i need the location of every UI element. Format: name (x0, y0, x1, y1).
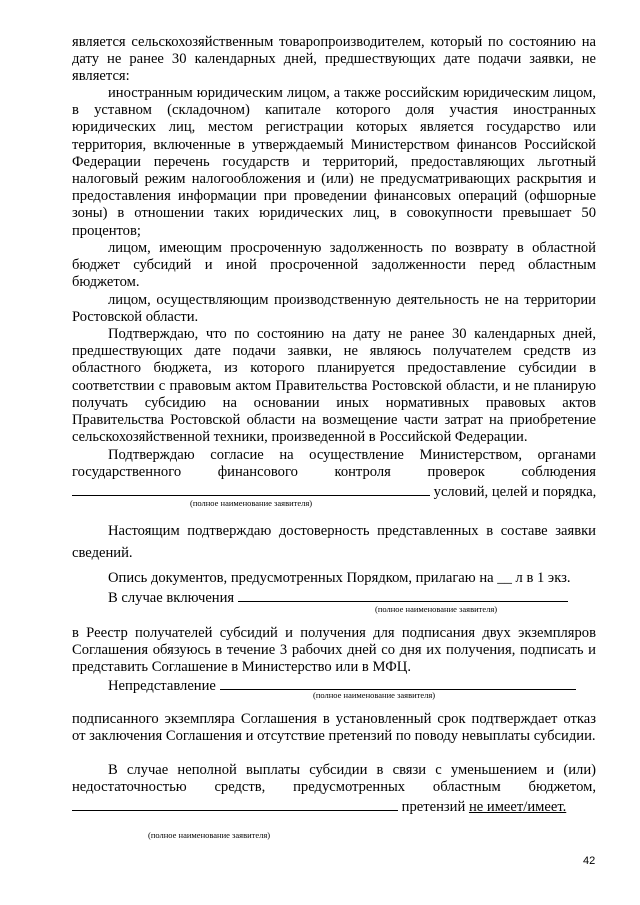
paragraph-production-activity: лицом, осуществляющим производственную деятельность не на территории Ростовской области. (72, 292, 596, 326)
inclusion-line (108, 587, 568, 607)
paragraph-partial-payment-line-1: В случае неполной выплаты субсидии в связи с уменьшением и (или) (108, 762, 596, 778)
claims-text: претензий (401, 799, 466, 815)
partial-payment-caption: (полное наименование заявителя) (148, 830, 271, 840)
paragraph-eligibility-intro: является сельскохозяйственным товаропроизводителем, который по состоянию на дату не ранее 30 календарных дней, предшествующих дате подачи заявки, не является: (72, 34, 596, 85)
paragraph-authenticity: Настоящим подтверждаю достоверность представленных в составе заявки сведений. (72, 523, 596, 561)
paragraph-foreign-entity: иностранным юридическим лицом, а также российским юридическим лицом, в уставном (складочном) капитале которого доля участия иностранных юридических лиц, местом регистрации которых является государство или территория, включенные в утверждаемый Министерством финансов Российской Федерации перечень государств и территорий, предоставляющих льготный налоговый режим налогообложения и (или) не предусматривающих раскрытия и предоставления информации при проведении финансовых операций (офшорные зоны) в отношении таких юридических лиц, в совокупности превышает 50 процентов; (72, 85, 596, 239)
paragraph-consent-line-2: государственного финансового контроля проверок соблюдения (72, 464, 596, 480)
paragraph-overdue-debt: лицом, имеющим просроченную задолженность по возврату в областной бюджет субсидий и иной просроченной задолженности перед областным бюджетом. (72, 240, 596, 291)
applicant-name-caption: (полное наименование заявителя) (190, 498, 313, 508)
paragraph-refusal: подписанного экземпляра Соглашения в установленный срок подтверждает отказ от заключения Соглашения и отсутствие претензий по поводу невыплаты субсидии. (72, 711, 596, 745)
inclusion-lead: В случае включения (108, 590, 235, 606)
paragraph-inventory: Опись документов, предусмотренных Порядком, прилагаю на __ л в 1 экз. (108, 570, 571, 586)
paragraph-consent-line-1: Подтверждаю согласие на осуществление Министерством, органами (108, 447, 596, 463)
consent-line-3 (72, 481, 596, 501)
non-submission-lead: Непредставление (108, 678, 216, 694)
claims-choice: не имеет/имеет. (468, 799, 567, 815)
consent-line-3-text: условий, целей и порядка, (433, 484, 597, 500)
non-submission-applicant-blank[interactable] (220, 675, 576, 690)
inclusion-caption: (полное наименование заявителя) (375, 604, 498, 614)
partial-payment-applicant-blank[interactable] (72, 796, 398, 811)
page-number: 42 (583, 855, 596, 867)
paragraph-registry-agreement: в Реестр получателей субсидий и получения для подписания двух экземпляров Соглашения обязуюсь в течение 3 рабочих дней со дня их получения, подписать и представить Соглашение в Министерство или в МФЦ. (72, 625, 596, 676)
applicant-name-blank[interactable] (72, 481, 430, 496)
paragraph-partial-payment-line-2: недостаточностью средств, предусмотренных областным бюджетом, (72, 779, 596, 795)
non-submission-caption: (полное наименование заявителя) (313, 690, 436, 700)
paragraph-confirm-not-recipient: Подтверждаю, что по состоянию на дату не ранее 30 календарных дней, предшествующих дате подачи заявки, не являюсь получателем средств из областного бюджета, из которого планируется предоставление субсидии в соответствии с правовым актом Правительства Ростовской области, и не планирую получать субсидию на основании иных нормативных правовых актов Правительства Ростовской области на возмещение части затрат на приобретение сельскохозяйственной техники, произведенной в Российской Федерации. (72, 326, 596, 446)
inclusion-applicant-blank[interactable] (238, 587, 568, 602)
partial-payment-line-3 (72, 796, 566, 816)
